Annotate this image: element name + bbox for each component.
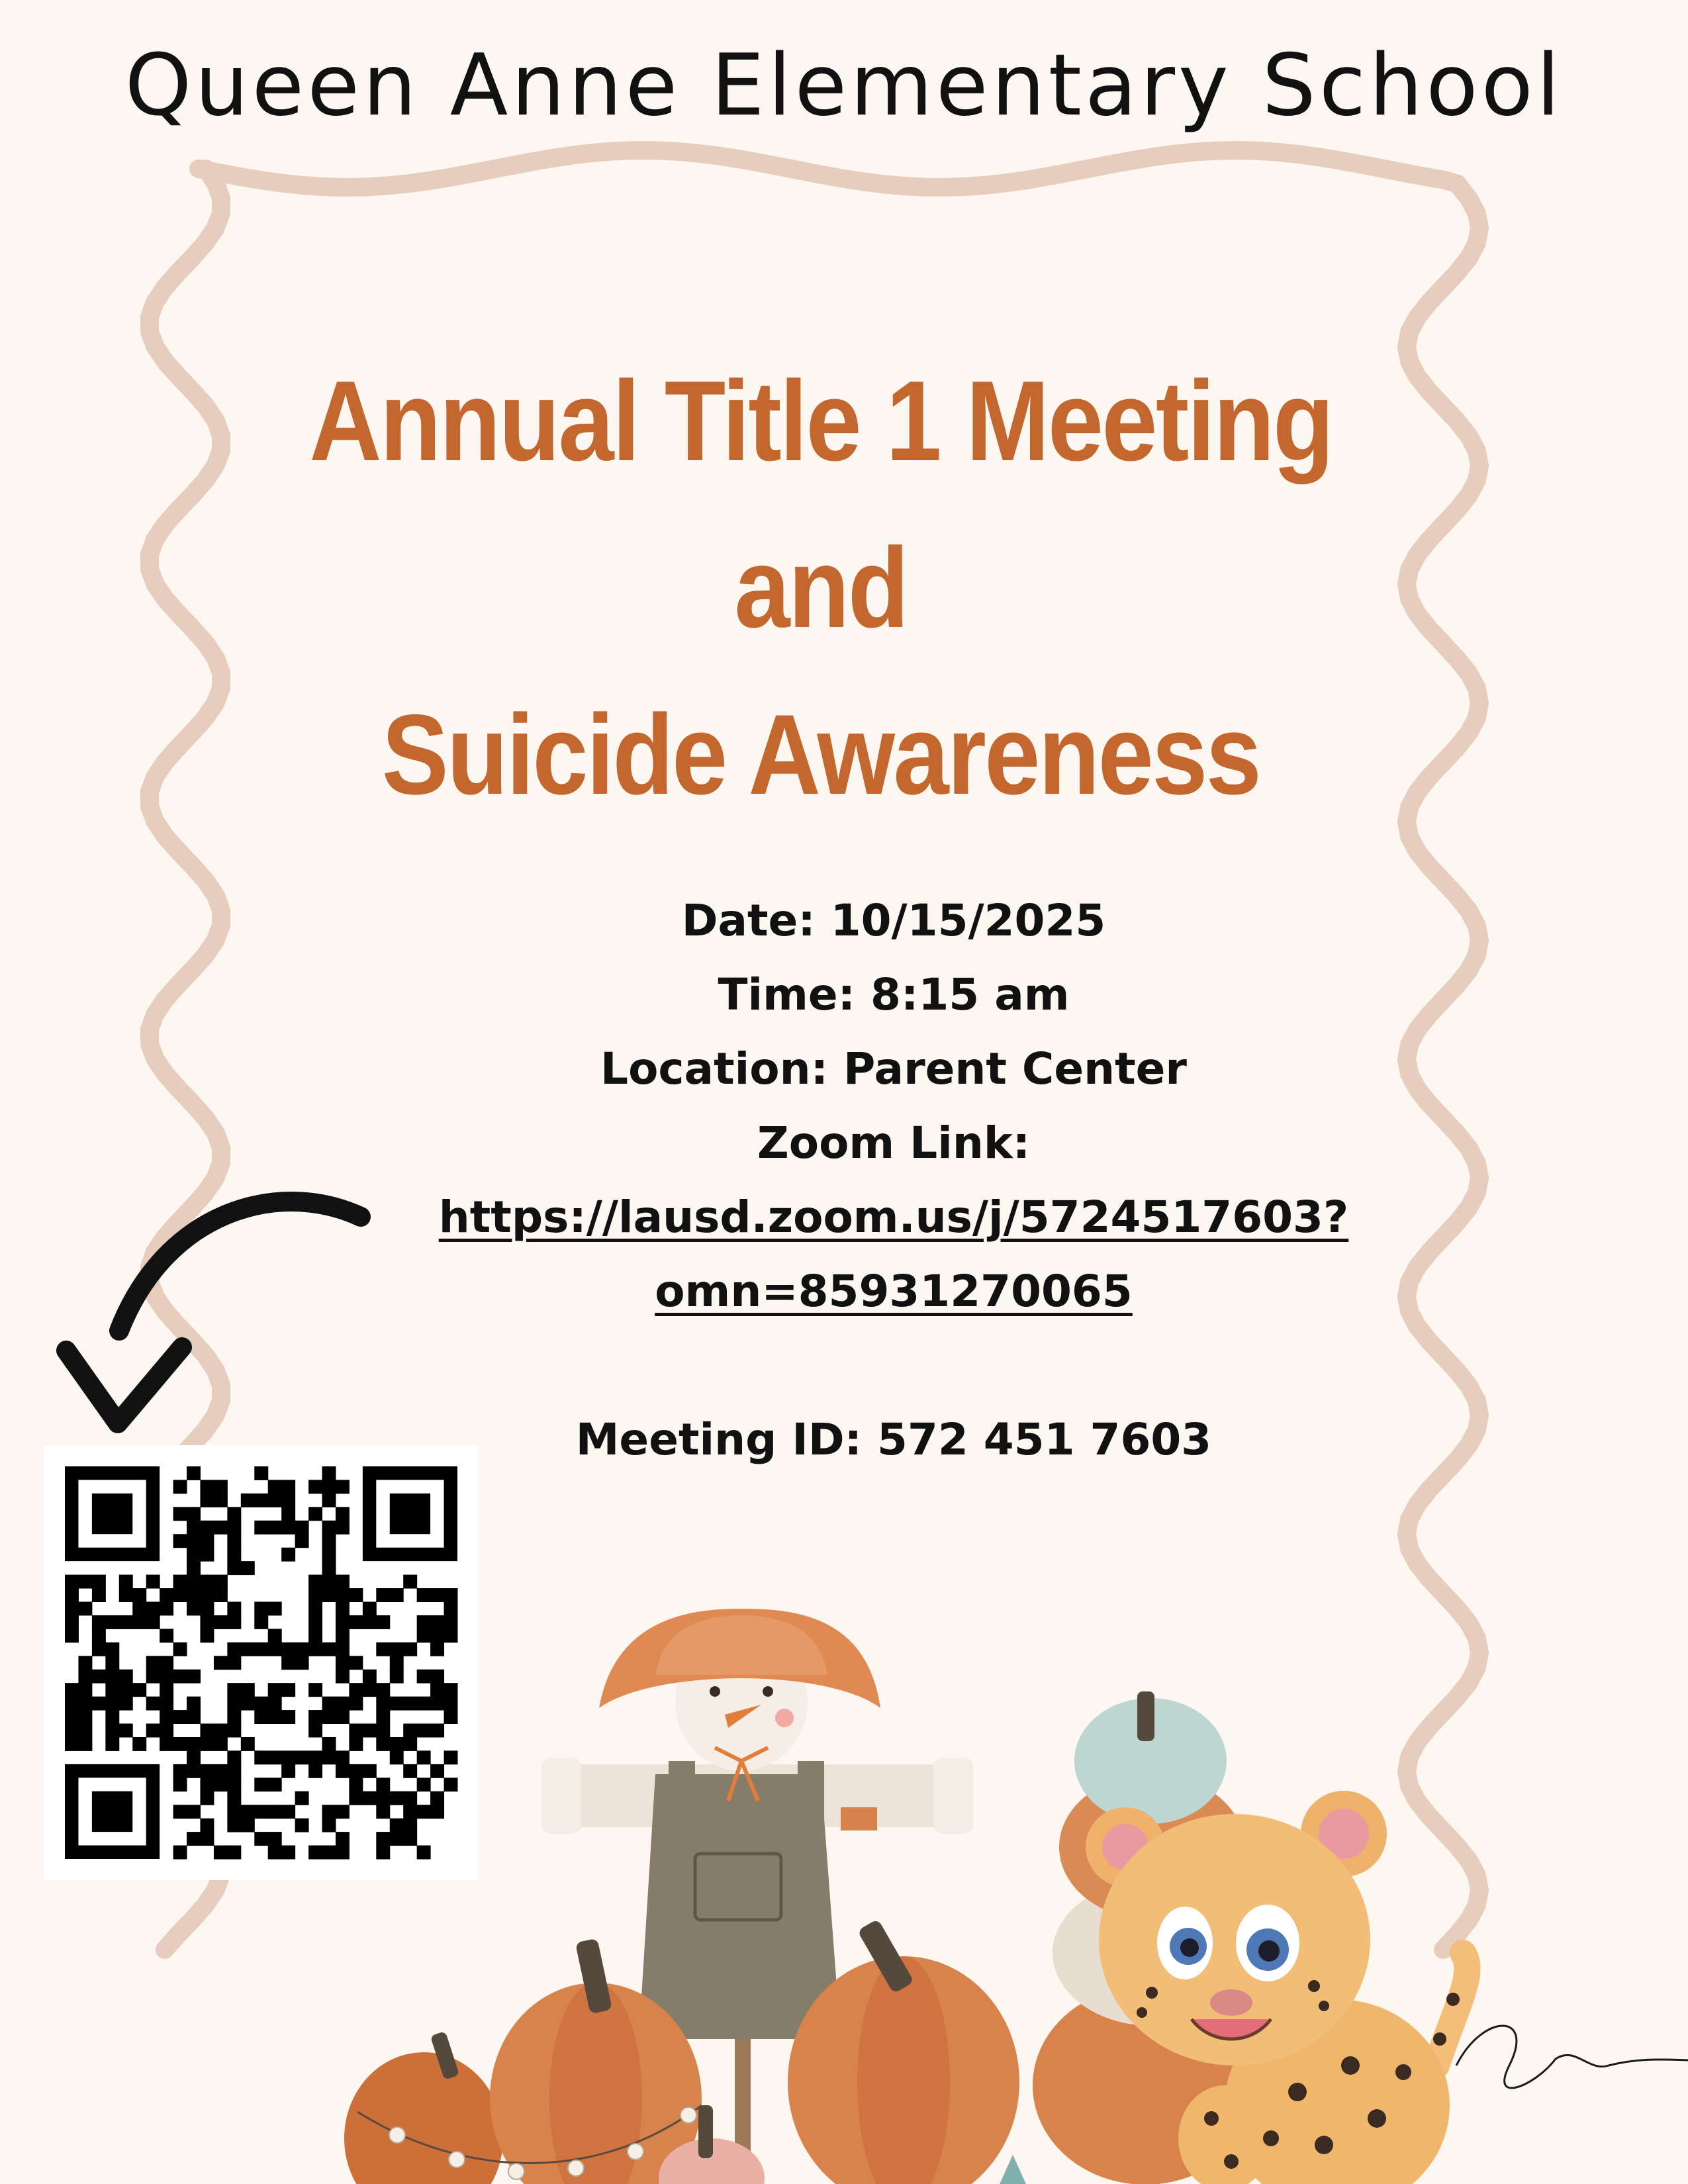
title-line-1: Annual Title 1 Meeting: [309, 357, 1333, 485]
title-line-3: Suicide Awareness: [381, 691, 1260, 818]
zoom-label: Zoom Link:: [757, 1117, 1031, 1168]
meeting-location: Location: Parent Center: [600, 1043, 1187, 1094]
scribble-line: [1456, 2026, 1688, 2088]
meeting-id: Meeting ID: 572 451 7603: [575, 1414, 1212, 1465]
title-line-2: and: [734, 524, 908, 651]
meeting-time: Time: 8:15 am: [718, 969, 1070, 1020]
zoom-link-line-1[interactable]: https://lausd.zoom.us/j/5724517603?: [438, 1192, 1349, 1243]
zoom-link-line-2[interactable]: omn=85931270065: [655, 1266, 1133, 1317]
meeting-date: Date: 10/15/2025: [681, 895, 1106, 946]
school-name: Queen Anne Elementary School: [124, 36, 1564, 135]
